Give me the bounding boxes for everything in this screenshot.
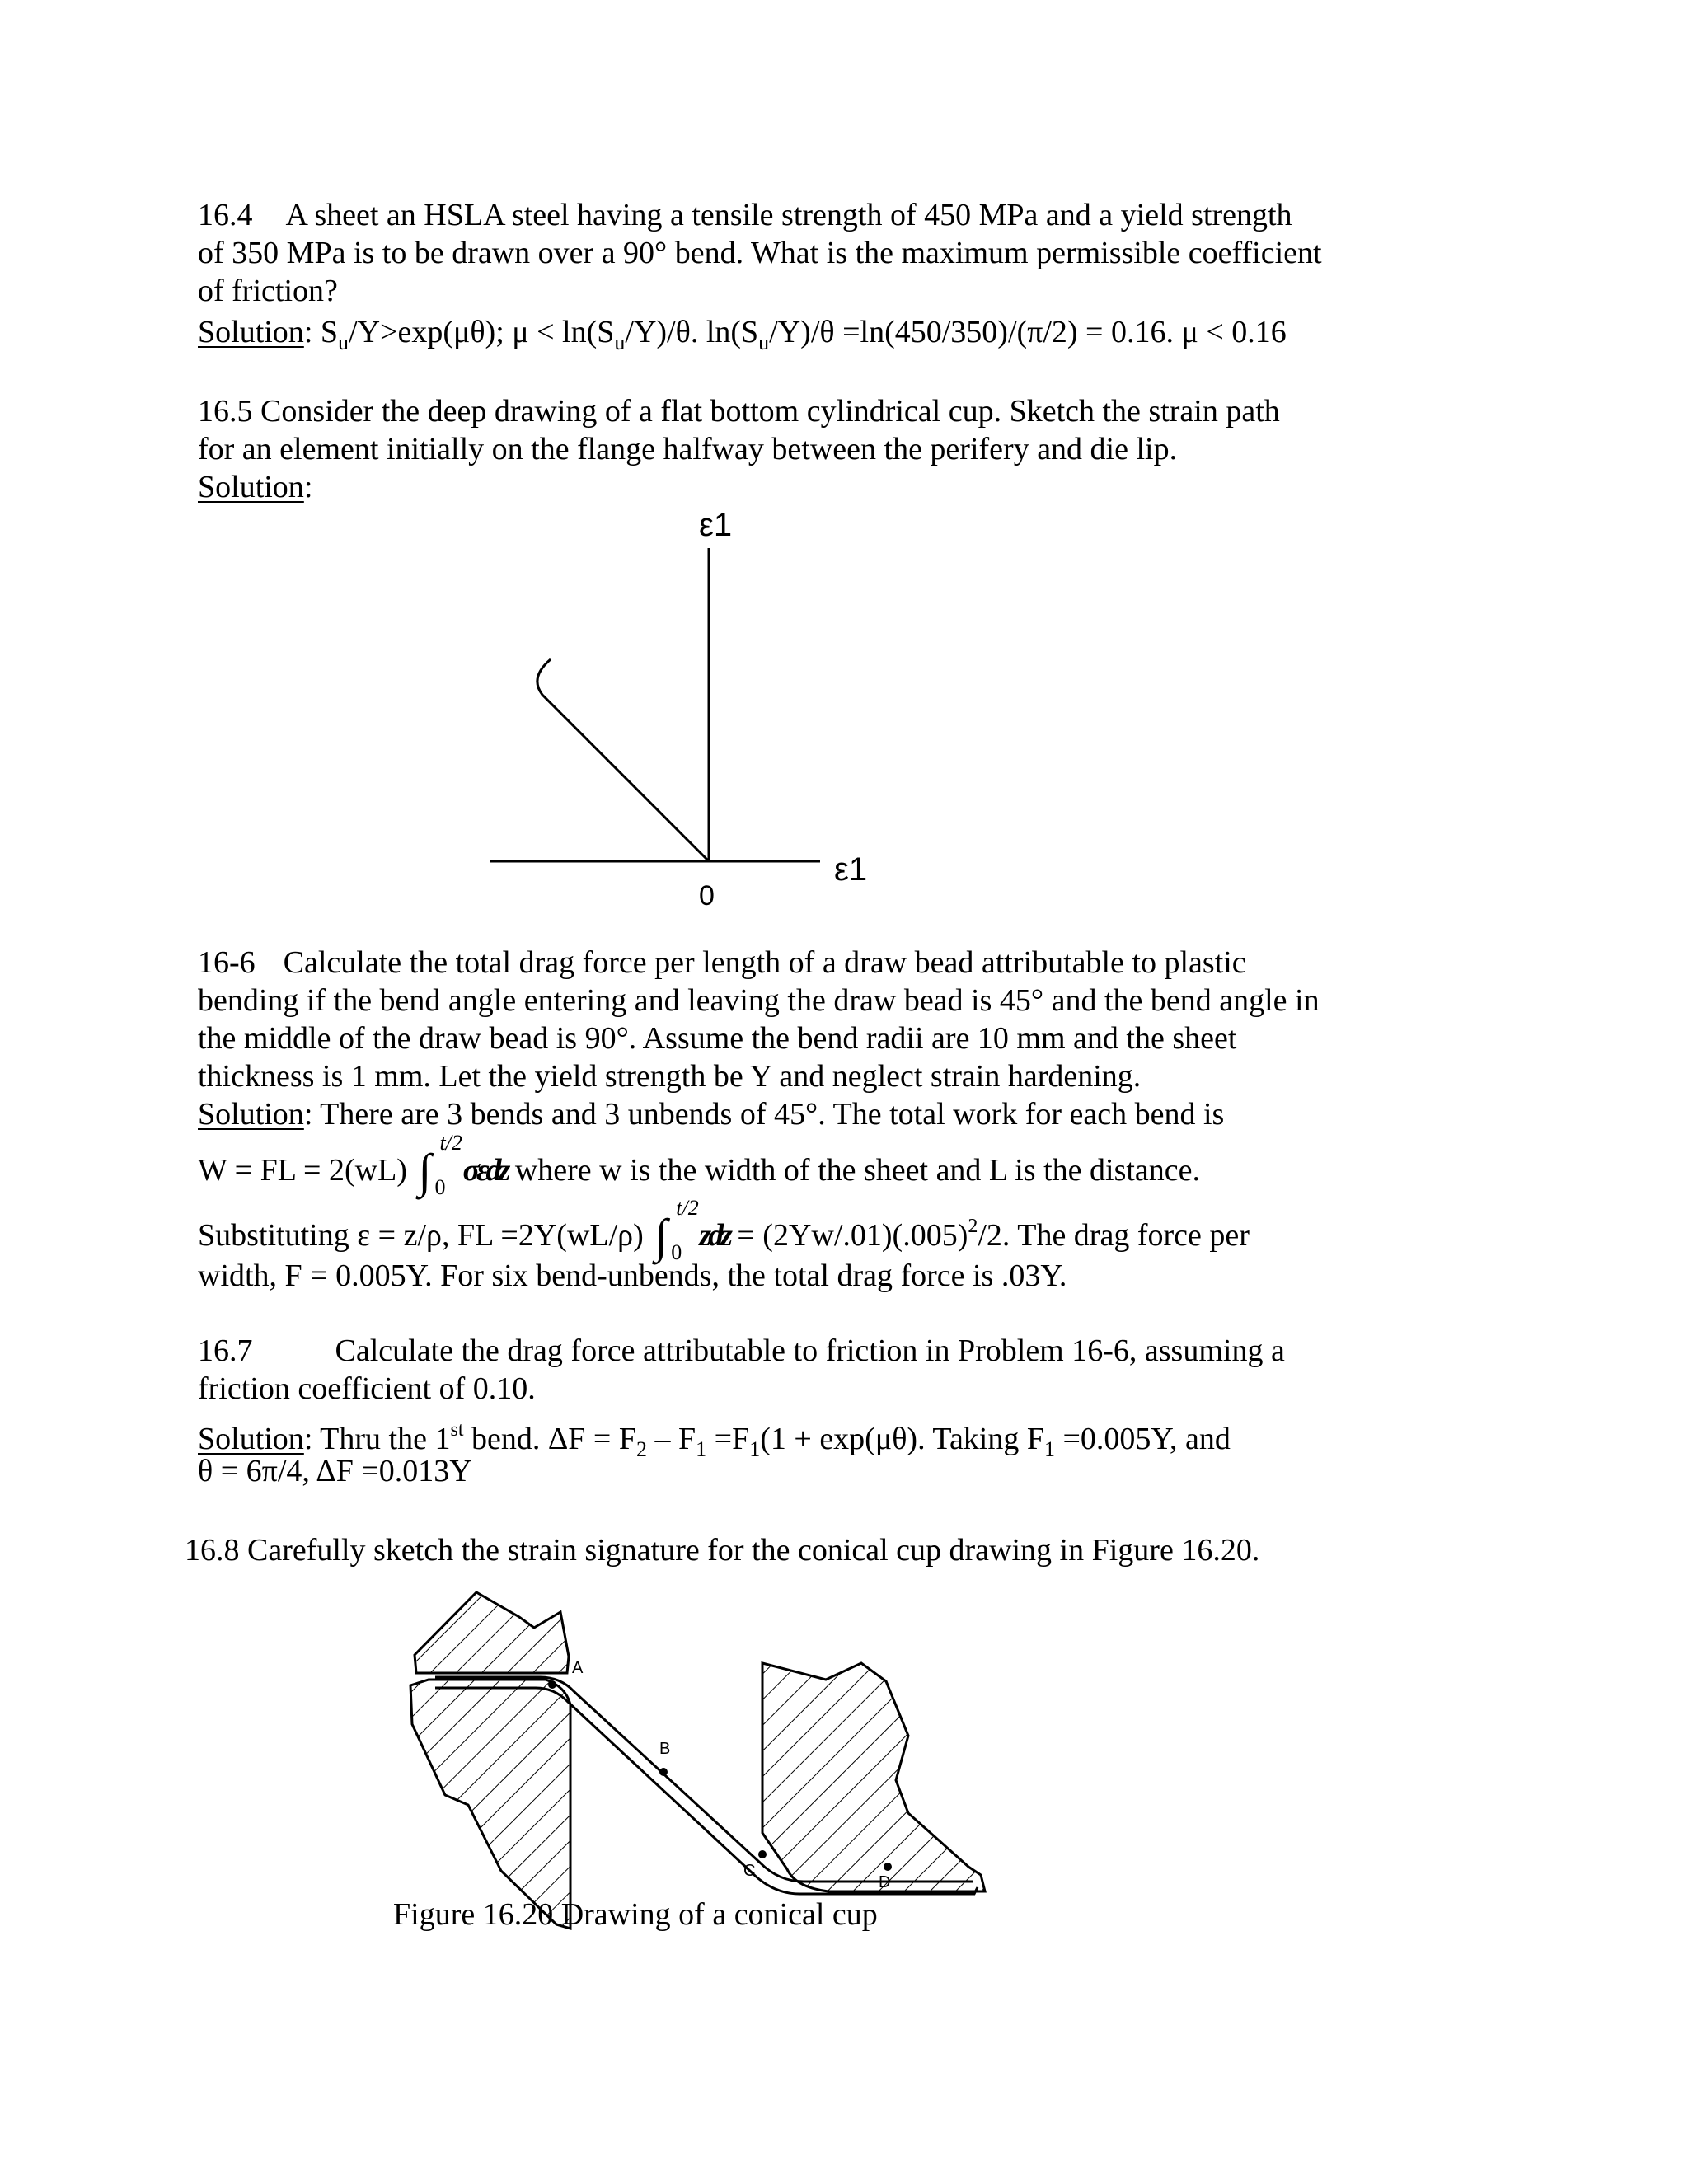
integral-sign: ∫ (418, 1144, 432, 1197)
label-a: A (572, 1659, 584, 1677)
integrand: zdz (699, 1218, 729, 1253)
substitution-equation: Substituting ε = z/ρ, FL =2Y(wL/ρ) ∫ t/2 0 zdz = $(2Yw/.01)(.005)^2/2$. The drag force per (198, 1207, 1250, 1254)
problem-number: 16.4 (198, 198, 253, 232)
point-b (659, 1768, 668, 1776)
origin-label: 0 (699, 880, 715, 912)
problem-16-8-line-1: 16.8 Carefully sketch the strain signature for the conical cup drawing in Figure 16.20. (185, 1533, 1260, 1568)
problem-16-5-line-1: 16.5 Consider the deep drawing of a flat bottom cylindrical cup. Sketch the strain path (198, 394, 1280, 429)
point-c (758, 1850, 767, 1858)
problem-16-7-result: θ = 6π/4, ΔF =0.013Y (198, 1454, 472, 1488)
problem-number: 16-6 (198, 945, 256, 980)
punch (762, 1663, 985, 1891)
work-equation: W = FL = 2(wL) ∫ t/2 0 σεdz where w is the width of the sheet and L is the distance. (198, 1146, 1200, 1189)
upper-limit: t/2 (676, 1196, 699, 1220)
figure-caption: Figure 16.20 Drawing of a conical cup (393, 1897, 878, 1932)
label-b: B (659, 1740, 671, 1758)
die (410, 1680, 570, 1929)
problem-16-6-result: width, F = 0.005Y. For six bend-unbends, the total drag force is .03Y. (198, 1258, 1067, 1293)
problem-number: 16.7 (198, 1333, 253, 1368)
solution-label: Solution (198, 315, 304, 349)
problem-16-4-line-3: of friction? (198, 274, 338, 308)
x-axis-label: ε1 (834, 851, 868, 888)
solution-label: Solution (198, 470, 304, 504)
problem-16-6-line-1: 16-6 Calculate the total drag force per length of a draw bead attributable to plastic (198, 945, 1246, 980)
integral-sign: ∫ (654, 1209, 668, 1263)
label-d: D (879, 1873, 891, 1891)
solution-label: Solution (198, 1422, 304, 1456)
label-c: C (743, 1862, 756, 1880)
problem-16-4-line-2: of 350 MPa is to be drawn over a 90° bend. What is the maximum permissible coefficient (198, 236, 1322, 270)
point-a (548, 1680, 556, 1689)
point-d (884, 1863, 892, 1871)
problem-16-5-solution: Solution: (198, 470, 313, 504)
problem-16-4-solution: Solution: $S_u/Y>\exp(\mu\theta)$; $\mu < \ln(S_u/Y)/\theta$. $\ln(S_u/Y)/\theta =\ln(450/350)/(\pi/2) = 0.16$. μ < 0.16 (198, 315, 1287, 354)
problem-16-6-line-2: bending if the bend angle entering and leaving the draw bead is 45° and the bend angle in (198, 983, 1320, 1018)
problem-16-7-line-2: friction coefficient of 0.10. (198, 1371, 536, 1406)
problem-16-4-line-1: 16.4 A sheet an HSLA steel having a tensile strength of 450 MPa and a yield strength (198, 198, 1292, 232)
problem-16-6-line-3: the middle of the draw bead is 90°. Assume the bend radii are 10 mm and the sheet (198, 1021, 1237, 1056)
problem-16-6-solution: Solution: There are 3 bends and 3 unbends of 45°. The total work for each bend is (198, 1097, 1225, 1132)
y-axis-label: ε1 (699, 507, 733, 543)
solution-label: Solution (198, 1097, 304, 1132)
integrand: σεdz (462, 1153, 508, 1188)
problem-16-5-line-2: for an element initially on the flange halfway between the perifery and die lip. (198, 432, 1178, 466)
lower-limit: 0 (434, 1175, 446, 1199)
problem-16-7-solution: Solution: Thru the 1st bend. $\Delta F = F_2 - F_1 =F_1(1 + \exp(\mu\theta)$. Taking $F_1 =0.005Y$, and (198, 1419, 1231, 1461)
problem-16-6-line-4: thickness is 1 mm. Let the yield strength be Y and neglect strain hardening. (198, 1059, 1142, 1094)
lower-limit: 0 (671, 1240, 682, 1264)
upper-limit: t/2 (439, 1131, 462, 1155)
blank-holder (415, 1592, 569, 1673)
problem-16-7-line-1: 16.7 Calculate the drag force attributable to friction in Problem 16-6, assuming a (198, 1333, 1285, 1368)
